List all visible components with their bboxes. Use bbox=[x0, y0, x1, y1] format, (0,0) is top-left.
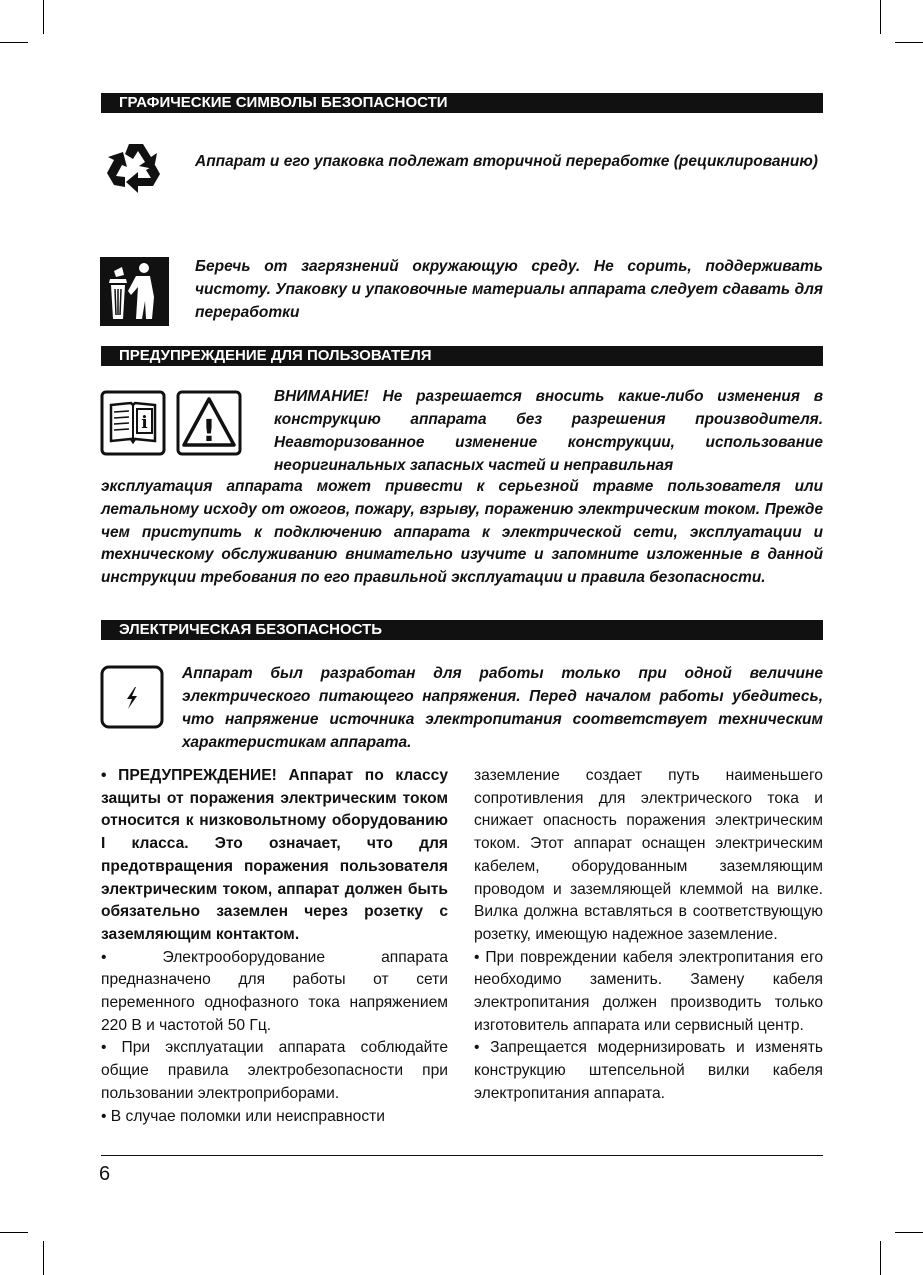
page-number: 6 bbox=[99, 1163, 111, 1185]
section-title-electrical-safety: ЭЛЕКТРИЧЕСКАЯ БЕЗОПАСНОСТЬ bbox=[101, 620, 823, 640]
crop-mark bbox=[880, 1241, 881, 1275]
crop-mark bbox=[0, 42, 28, 43]
footer-divider bbox=[101, 1155, 823, 1156]
electric-shock-icon bbox=[100, 665, 164, 729]
right-column bbox=[474, 765, 823, 1106]
svg-text:i: i bbox=[141, 413, 148, 433]
crop-mark bbox=[0, 1232, 28, 1233]
crop-mark bbox=[880, 0, 881, 34]
crop-mark bbox=[43, 0, 44, 34]
warning-triangle-icon bbox=[176, 390, 242, 456]
svg-text:!: ! bbox=[202, 414, 216, 449]
class-warning-paragraph: • ПРЕДУПРЕЖДЕНИЕ! Аппарат по классу защиты от поражения электрическим током относится к низковольтному оборудованию I класса. Это означает, что для предотвращения поражения пользователя электрическим током, аппарат должен быть обязательно заземлен через розетку с заземляющим контактом. bbox=[101, 767, 448, 943]
section-title-safety-symbols: ГРАФИЧЕСКИЕ СИМВОЛЫ БЕЗОПАСНОСТИ bbox=[101, 93, 823, 113]
crop-mark bbox=[895, 1232, 923, 1233]
user-warning-text-top: ВНИМАНИЕ! Не разрешается вносить какие-либо изменения в конструкцию аппарата без разрешения производителя. Неавторизованное изменение конструкции, использование неоригинальных запасных частей и неправильная bbox=[274, 388, 823, 474]
recycle-icon bbox=[104, 138, 168, 202]
trash-text: Беречь от загрязнений окружающую среду. Не сорить, поддерживать чистоту. Упаковку и упаковочные материалы аппарата следует сдавать для переработки bbox=[195, 258, 823, 321]
crop-mark bbox=[895, 42, 923, 43]
paragraph: • Электрооборудование аппарата предназначено для работы от сети переменного однофазного тока напряжением 220 В и частотой 50 Гц. bbox=[101, 948, 448, 1034]
user-warning-text-main: эксплуатация аппарата может привести к серьезной травме пользователя или летальному исходу от ожогов, пожару, взрыву, поражению электрическим током. Прежде чем приступить к подключению аппарата к электрической сети, эксплуатации и техническому обслуживанию внимательно изучите и запомните изложенные в данной инструкции требования по его правильной эксплуатации и правила безопасности. bbox=[101, 478, 823, 587]
paragraph: • В случае поломки или неисправности bbox=[101, 1107, 385, 1125]
trash-bin-icon bbox=[100, 257, 169, 326]
paragraph: • Запрещается модернизировать и изменять конструкцию штепсельной вилки кабеля электропитания аппарата. bbox=[474, 1039, 823, 1102]
left-column bbox=[101, 765, 448, 1128]
electrical-intro-text: Аппарат был разработан для работы только при одной величине электрического питающего напряжения. Перед началом работы убедитесь, что напряжение источника электропитания соответствует техническим характеристикам аппарата. bbox=[182, 665, 823, 751]
paragraph: заземление создает путь наименьшего сопротивления для электрического тока и снижает опасность поражения электрическим током. Этот аппарат оснащен электрическим кабелем, оборудованным заземляющим проводом и заземляющей клеммой на вилке. Вилка должна вставляться в соответствующую розетку, имеющую надежное заземление. bbox=[474, 767, 823, 943]
section-title-user-warning: ПРЕДУПРЕЖДЕНИЕ ДЛЯ ПОЛЬЗОВАТЕЛЯ bbox=[101, 346, 823, 366]
manual-info-icon bbox=[100, 390, 166, 456]
crop-mark bbox=[43, 1241, 44, 1275]
recycle-text: Аппарат и его упаковка подлежат вторичной переработке (рециклированию) bbox=[195, 153, 818, 170]
paragraph: • При эксплуатации аппарата соблюдайте общие правила электробезопасности при пользовании электроприборами. bbox=[101, 1039, 448, 1102]
paragraph: • При повреждении кабеля электропитания его необходимо заменить. Замену кабеля электропитания должен производить только изготовитель аппарата или сервисный центр. bbox=[474, 948, 823, 1034]
